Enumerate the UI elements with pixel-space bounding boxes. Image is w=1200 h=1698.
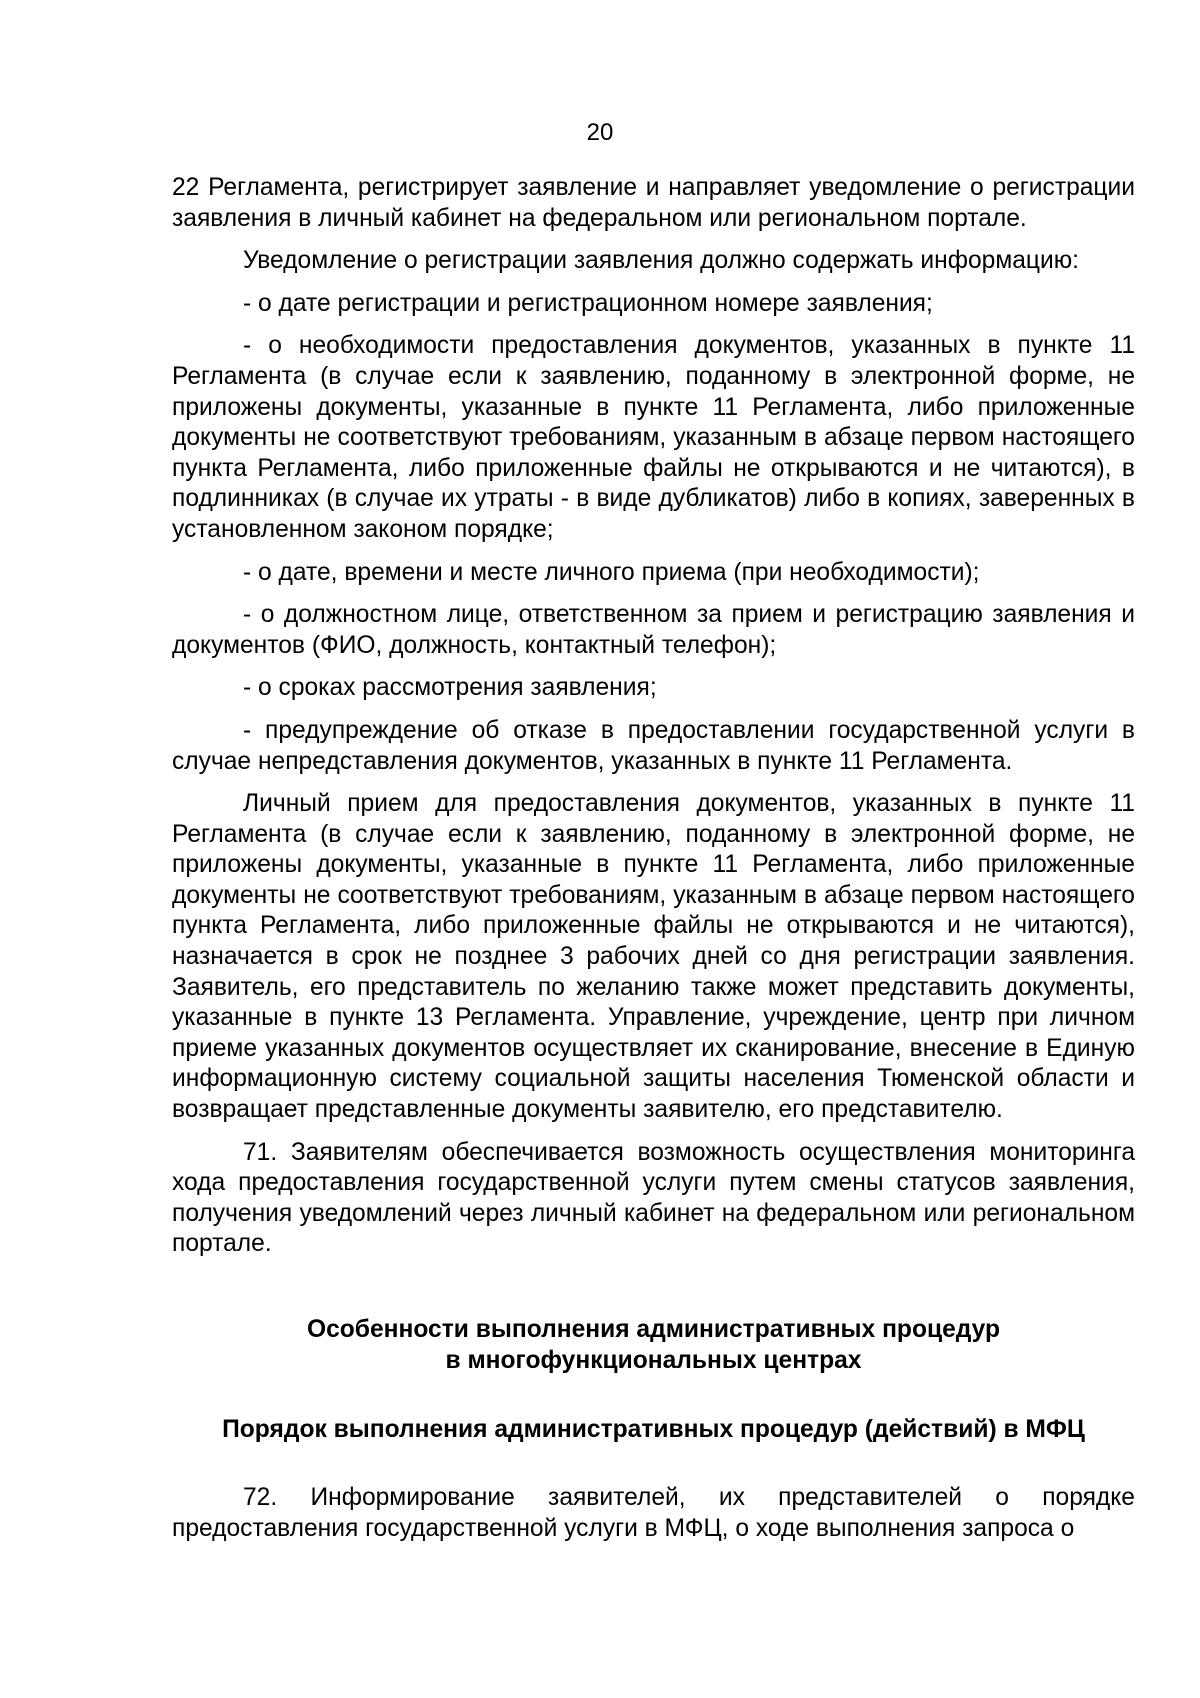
section-heading xyxy=(172,1314,1135,1376)
paragraph-71: 71. Заявителям обеспечивается возможность осуществления мониторинга хода предоставления государственной услуги путем смены статусов заявления, получения уведомлений через личный кабинет на федеральном или региональном портале. xyxy=(172,1138,1135,1258)
list-item: - о сроках рассмотрения заявления; xyxy=(243,674,657,702)
paragraph: Уведомление о регистрации заявления должно содержать информацию: xyxy=(243,247,1080,275)
list-item: - предупреждение об отказе в предоставлении государственной услуги в случае непредставления документов, указанных в пункте 11 Регламента. xyxy=(172,716,1135,775)
paragraph-72: 72. Информирование заявителей, их представителей о порядке предоставления государственной услуги в МФЦ, о ходе выполнения запроса о xyxy=(172,1484,1135,1542)
list-item: - о дате, времени и месте личного приема (при необходимости); xyxy=(243,558,980,586)
list-item: - о дате регистрации и регистрационном номере заявления; xyxy=(243,289,933,317)
list-item: - о должностном лице, ответственном за прием и регистрацию заявления и документов (ФИО, должность, контактный телефон); xyxy=(172,601,1135,659)
paragraph: 22 Регламента, регистрирует заявление и направляет уведомление о регистрации заявления в личный кабинет на федеральном или региональном портале. xyxy=(172,174,1135,232)
subsection-heading: Порядок выполнения административных процедур (действий) в МФЦ xyxy=(222,1416,1085,1443)
list-item: - о необходимости предоставления документов, указанных в пункте 11 Регламента (в случае если к заявлению, поданному в электронной форме, не приложены документы, указанные в пункте 11 Регламента, либо приложенные документы не соответствуют требованиям, указанным в абзаце первом настоящего пункта Регламента, либо приложенные файлы не открываются и не читаются), в подлинниках (в случае их утраты - в виде дубликатов) либо в копиях, заверенных в установленном законом порядке; xyxy=(172,332,1135,543)
paragraph: Личный прием для предоставления документов, указанных в пункте 11 Регламента (в случае если к заявлению, поданному в электронной форме, не приложены документы, указанные в пункте 11 Регламента, либо приложенные документы не соответствуют требованиям, указанным в абзаце первом настоящего пункта Регламента, либо приложенные файлы не открываются и не читаются), назначается в срок не позднее 3 рабочих дней со дня регистрации заявления. Заявитель, его представитель по желанию также может представить документы, указанные в пункте 13 Регламента. Управление, учреждение, центр при личном приеме указанных документов осуществляет их сканирование, внесение в Единую информационную систему социальной защиты населения Тюменской области и возвращает представленные документы заявителю, его представителю. xyxy=(172,790,1135,1124)
section-heading-line2: в многофункциональных центрах xyxy=(445,1347,862,1374)
page-number: 20 xyxy=(586,119,614,146)
document-body xyxy=(172,173,1135,1556)
section-heading-line1: Особенности выполнения административных процедур xyxy=(306,1316,1001,1343)
